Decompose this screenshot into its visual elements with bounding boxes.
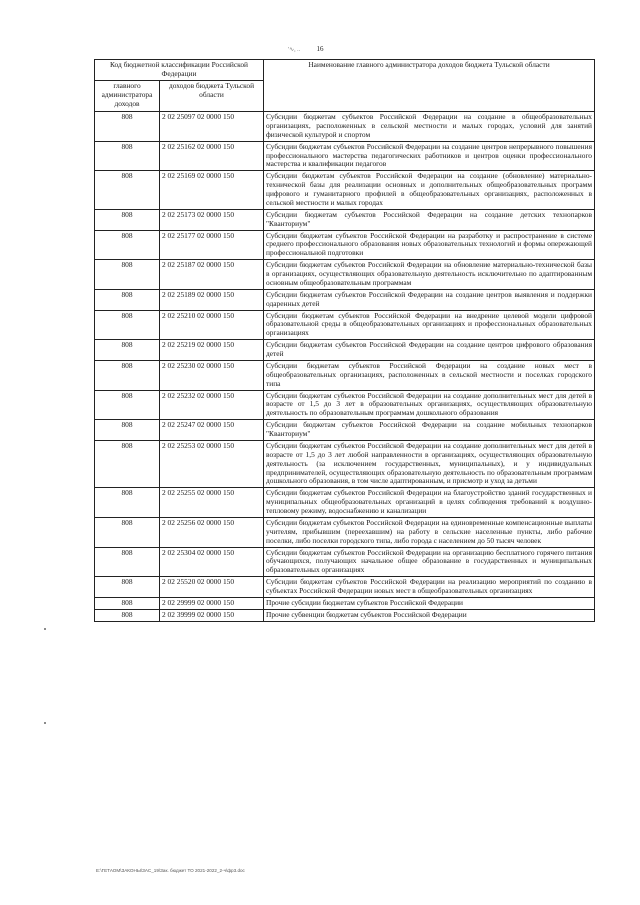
scan-mark: '∿, .. <box>288 47 301 53</box>
table-row <box>95 420 595 441</box>
header-admin: главного администратора доходов <box>95 81 160 112</box>
cell-admin-code: 808 <box>95 517 160 547</box>
cell-admin-code: 808 <box>95 340 160 361</box>
table-body <box>95 112 595 622</box>
cell-income-name: Субсидии бюджетам субъектов Российской Федерации на создание мобильных технопарков "Кванториум" <box>264 420 595 441</box>
cell-admin-code: 808 <box>95 289 160 310</box>
cell-income-name: Субсидии бюджетам субъектов Российской Федерации на создание дополнительных мест для детей в возрасте от 1,5 до 3 лет любой направленности в организациях, осуществляющих образовательную деятельность (за исключением государственных, муниципальных), и у индивидуальных предпринимателей, осуществляющих образовательную деятельность по образовательным программам дошкольного образования, в том числе адаптированным, и присмотр и уход за детьми <box>264 440 595 487</box>
cell-income-code: 2 02 25177 02 0000 150 <box>160 230 264 260</box>
table-row <box>95 141 595 171</box>
cell-income-name: Субсидии бюджетам субъектов Российской Федерации на создание дополнительных мест для детей в возрасте от 1,5 до 3 лет в образовательных организациях, осуществляющих образовательную деятельность по образовательным программам дошкольного образования <box>264 390 595 420</box>
cell-admin-code: 808 <box>95 440 160 487</box>
header-code-group: Код бюджетной классификации Российской Федерации <box>95 60 264 81</box>
table-row <box>95 360 595 390</box>
cell-income-name: Субсидии бюджетам субъектов Российской Федерации на создание центров непрерывного повышения профессионального мастерства педагогических работников и центров оценки профессионального мастерства и квалификации педагогов <box>264 141 595 171</box>
table-row <box>95 547 595 577</box>
cell-income-name: Субсидии бюджетам субъектов Российской Федерации на создание (обновление) материально-технической базы для реализации основных и дополнительных общеобразовательных программ цифрового и гуманитарного профилей в общеобразовательных организациях, расположенных в сельской местности и малых городах <box>264 171 595 210</box>
table-row <box>95 340 595 361</box>
table-row <box>95 310 595 340</box>
cell-income-name: Прочие субсидии бюджетам субъектов Российской Федерации <box>264 597 595 609</box>
cell-income-name: Субсидии бюджетам субъектов Российской Федерации на создание новых мест в общеобразовательных организациях, расположенных в сельской местности и поселках городского типа <box>264 360 595 390</box>
cell-income-code: 2 02 25219 02 0000 150 <box>160 340 264 361</box>
cell-admin-code: 808 <box>95 141 160 171</box>
table-row <box>95 230 595 260</box>
cell-admin-code: 808 <box>95 360 160 390</box>
cell-admin-code: 808 <box>95 577 160 598</box>
cell-income-name: Субсидии бюджетам субъектов Российской Федерации на обновление материально-технической базы в организациях, осуществляющих образовательную деятельность исключительно по адаптированным основным общеобразовательным программам <box>264 260 595 290</box>
cell-income-name: Прочие субвенции бюджетам субъектов Российской Федерации <box>264 609 595 621</box>
cell-income-code: 2 02 25304 02 0000 150 <box>160 547 264 577</box>
table-row <box>95 609 595 621</box>
cell-income-code: 2 02 29999 02 0000 150 <box>160 597 264 609</box>
cell-income-code: 2 02 25162 02 0000 150 <box>160 141 264 171</box>
header-name: Наименование главного администратора доходов бюджета Тульской области <box>264 60 595 112</box>
cell-income-name: Субсидии бюджетам субъектов Российской Федерации на создание в общеобразовательных организациях, расположенных в сельской местности и малых городах, условий для занятий физической культурой и спортом <box>264 112 595 142</box>
cell-income-code: 2 02 25232 02 0000 150 <box>160 390 264 420</box>
scan-dot <box>44 722 46 724</box>
cell-admin-code: 808 <box>95 171 160 210</box>
cell-income-code: 2 02 39999 02 0000 150 <box>160 609 264 621</box>
cell-admin-code: 808 <box>95 609 160 621</box>
cell-admin-code: 808 <box>95 488 160 518</box>
cell-admin-code: 808 <box>95 310 160 340</box>
cell-income-name: Субсидии бюджетам субъектов Российской Федерации на создание детских технопарков "Кванториум" <box>264 209 595 230</box>
header-income: доходов бюджета Тульской области <box>160 81 264 112</box>
cell-admin-code: 808 <box>95 209 160 230</box>
table-row <box>95 440 595 487</box>
table-row <box>95 488 595 518</box>
cell-income-code: 2 02 25247 02 0000 150 <box>160 420 264 441</box>
budget-income-table <box>94 59 595 622</box>
cell-income-name: Субсидии бюджетам субъектов Российской Федерации на благоустройство зданий государственных и муниципальных общеобразовательных организаций в целях соблюдения требований к воздушно-тепловому режиму, водоснабжению и канализации <box>264 488 595 518</box>
cell-income-code: 2 02 25169 02 0000 150 <box>160 171 264 210</box>
cell-admin-code: 808 <box>95 420 160 441</box>
page-number: 16 <box>316 45 324 53</box>
cell-income-code: 2 02 25173 02 0000 150 <box>160 209 264 230</box>
footer-file-path: E:\ГЕТАОМ\ЗАКОНЫ\ЗАС_19\Зак. бюджет ТО 2021-2022_2-ч\фр3.doc <box>96 868 245 873</box>
cell-income-code: 2 02 25520 02 0000 150 <box>160 577 264 598</box>
cell-income-name: Субсидии бюджетам субъектов Российской Федерации на создание центров выявления и поддержки одаренных детей <box>264 289 595 310</box>
cell-admin-code: 808 <box>95 597 160 609</box>
table-row <box>95 171 595 210</box>
cell-admin-code: 808 <box>95 390 160 420</box>
cell-income-code: 2 02 25255 02 0000 150 <box>160 488 264 518</box>
table-row <box>95 209 595 230</box>
cell-admin-code: 808 <box>95 547 160 577</box>
cell-income-code: 2 02 25230 02 0000 150 <box>160 360 264 390</box>
cell-admin-code: 808 <box>95 230 160 260</box>
cell-income-code: 2 02 25253 02 0000 150 <box>160 440 264 487</box>
cell-income-code: 2 02 25189 02 0000 150 <box>160 289 264 310</box>
scan-dot <box>44 628 46 630</box>
cell-income-name: Субсидии бюджетам субъектов Российской Федерации на разработку и распространение в системе среднего профессионального образования новых образовательных технологий и формы опережающей профессиональной подготовки <box>264 230 595 260</box>
cell-income-name: Субсидии бюджетам субъектов Российской Федерации на внедрение целевой модели цифровой образовательной среды в общеобразовательных организациях и профессиональных образовательных организациях <box>264 310 595 340</box>
table-row <box>95 597 595 609</box>
cell-income-name: Субсидии бюджетам субъектов Российской Федерации на организацию бесплатного горячего питания обучающихся, получающих начальное общее образование в государственных и муниципальных образовательных организациях <box>264 547 595 577</box>
cell-income-name: Субсидии бюджетам субъектов Российской Федерации на создание центров цифрового образования детей <box>264 340 595 361</box>
cell-admin-code: 808 <box>95 260 160 290</box>
table-row <box>95 260 595 290</box>
cell-income-code: 2 02 25097 02 0000 150 <box>160 112 264 142</box>
cell-income-name: Субсидии бюджетам субъектов Российской Федерации на единовременные компенсационные выплаты учителям, прибывшим (переехавшим) на работу в сельские населенные пункты, либо рабочие поселки, либо поселки городского типа, либо города с населением до 50 тысяч человек <box>264 517 595 547</box>
table-row <box>95 112 595 142</box>
table-row <box>95 517 595 547</box>
cell-income-name: Субсидии бюджетам субъектов Российской Федерации на реализацию мероприятий по созданию в субъектах Российской Федерации новых мест в общеобразовательных организациях <box>264 577 595 598</box>
table-row <box>95 390 595 420</box>
cell-income-code: 2 02 25187 02 0000 150 <box>160 260 264 290</box>
table-row <box>95 289 595 310</box>
cell-income-code: 2 02 25256 02 0000 150 <box>160 517 264 547</box>
table-row <box>95 577 595 598</box>
cell-admin-code: 808 <box>95 112 160 142</box>
cell-income-code: 2 02 25210 02 0000 150 <box>160 310 264 340</box>
